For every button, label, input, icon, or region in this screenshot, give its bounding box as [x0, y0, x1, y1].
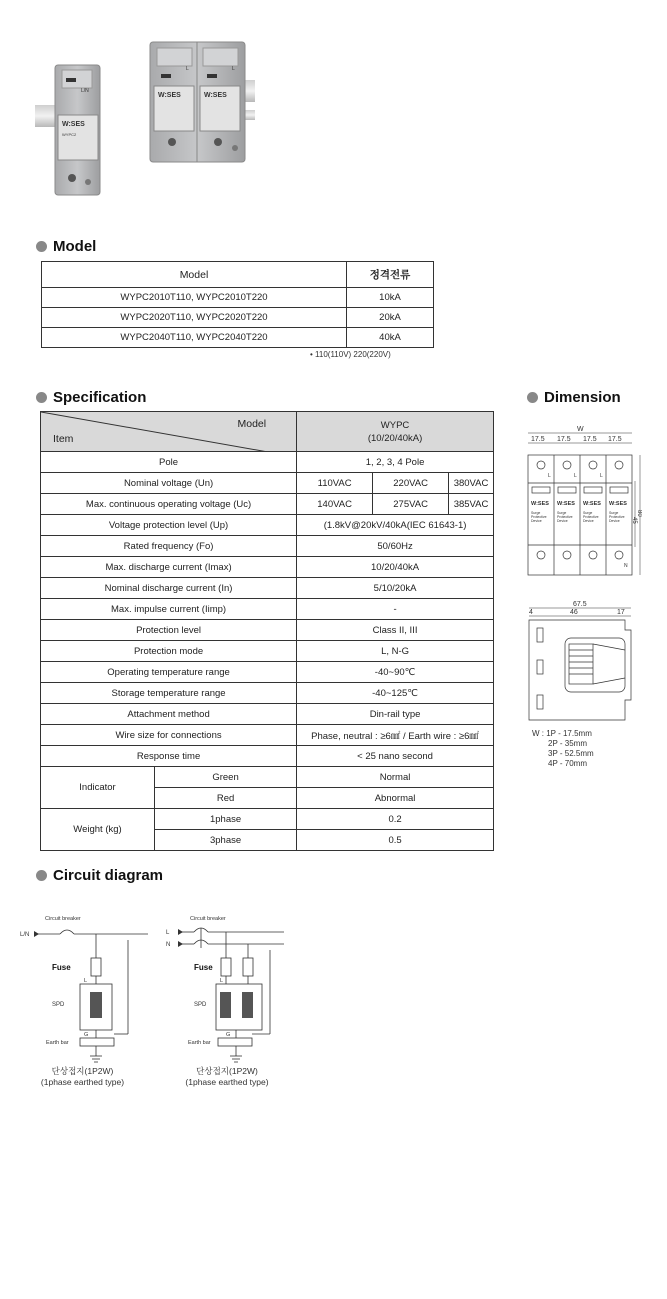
circuit-breaker-label: Circuit breaker: [190, 916, 226, 922]
dim-side-left: 4: [529, 609, 533, 616]
weight-label: Weight (kg): [41, 809, 155, 851]
circuit-spd-l: L: [220, 978, 224, 984]
table-row: [41, 809, 494, 830]
dim-w-label: W: [577, 426, 584, 433]
dim-module-text: Protective: [531, 515, 547, 519]
circuit-diagram-2: [160, 910, 290, 1085]
spec-value: (1.8kV@20kV/40kA(IEC 61643-1): [297, 515, 494, 536]
photo-brand-right: W:SES: [204, 92, 227, 99]
spec-header-value-1: WYPC: [380, 419, 410, 431]
spec-table: [40, 411, 494, 851]
spec-value: 385VAC: [449, 494, 494, 515]
table-row: [41, 725, 494, 746]
table-row: [42, 308, 434, 328]
spec-value: Phase, neutral : ≥6㎟ / Earth wire : ≥6㎟: [297, 725, 494, 746]
dim-pitch: 17.5: [608, 436, 622, 443]
dim-n-label: N: [624, 563, 628, 569]
dim-side-mid: 46: [570, 609, 578, 616]
table-row: [41, 767, 494, 788]
circuit-caption-2-line2: (1phase earthed type): [185, 1077, 269, 1087]
spec-value: -40~125℃: [297, 683, 494, 704]
dim-module-text: Surge: [557, 511, 567, 515]
spec-label: Rated frequency (Fo): [41, 536, 297, 557]
circuit-ln-label: L/N: [20, 932, 30, 938]
bullet-icon: [36, 392, 47, 403]
indicator-state: Abnormal: [297, 788, 494, 809]
dim-module-text: Protective: [583, 515, 599, 519]
spec-label: Max. impulse current (Iimp): [41, 599, 297, 620]
table-row: [41, 515, 494, 536]
model-section-title: [36, 238, 96, 255]
model-table: [41, 261, 434, 348]
spec-header-model: Model: [237, 418, 267, 430]
spec-header-value-2: (10/20/40kA): [367, 432, 423, 444]
circuit-title-text: Circuit diagram: [53, 867, 164, 884]
bullet-icon: [527, 392, 538, 403]
circuit-caption-2: [172, 1066, 282, 1088]
dim-module-text: Device: [583, 519, 594, 523]
bullet-icon: [36, 870, 47, 881]
spec-value: 380VAC: [449, 473, 494, 494]
photo-label-l2: L: [232, 66, 235, 72]
dim-terminal-label: L: [574, 473, 577, 479]
dim-terminal-label: L: [600, 473, 603, 479]
spec-header-left: [41, 412, 297, 452]
photo-brand-single: W:SES: [62, 121, 85, 128]
spec-value: L, N-G: [297, 641, 494, 662]
spec-label: Protection level: [41, 620, 297, 641]
circuit-caption-1-line2: (1phase earthed type): [40, 1077, 125, 1087]
spec-label: Max. continuous operating voltage (Uc): [41, 494, 297, 515]
circuit-caption-1: [30, 1066, 135, 1088]
model-title-text: Model: [53, 238, 97, 255]
circuit-earth-label: Earth bar: [46, 1040, 69, 1046]
indicator-color: Green: [155, 767, 297, 788]
circuit-spd-l: L: [84, 978, 88, 984]
dim-module-text: Surge: [583, 511, 593, 515]
dim-height-outer: 80: [636, 510, 642, 517]
spec-header-right: [297, 412, 494, 452]
weight-phase: 1phase: [155, 809, 297, 830]
dim-pitch: 17.5: [583, 436, 597, 443]
spec-label: Storage temperature range: [41, 683, 297, 704]
bullet-icon: [36, 241, 47, 252]
dim-module-text: Surge: [609, 511, 619, 515]
spec-label: Attachment method: [41, 704, 297, 725]
spec-value: 50/60Hz: [297, 536, 494, 557]
table-row: [41, 536, 494, 557]
weight-value: 0.5: [297, 830, 494, 851]
dim-module-text: Device: [531, 519, 542, 523]
spec-label: Voltage protection level (Up): [41, 515, 297, 536]
dim-brand: W:SES: [583, 501, 601, 507]
table-row: [41, 557, 494, 578]
table-row: [41, 578, 494, 599]
circuit-spd-g: G: [84, 1032, 89, 1038]
photo-label-l1: L: [186, 66, 189, 72]
spec-label: Response time: [41, 746, 297, 767]
spec-value: Class II, III: [297, 620, 494, 641]
spec-value: -: [297, 599, 494, 620]
spec-value: 1, 2, 3, 4 Pole: [297, 452, 494, 473]
spec-label: Protection mode: [41, 641, 297, 662]
circuit-n-label: N: [166, 942, 171, 948]
spec-value: 220VAC: [373, 473, 449, 494]
spec-value: 110VAC: [297, 473, 373, 494]
circuit-caption-2-line1: 단상접지(1P2W): [196, 1066, 258, 1076]
product-photo: [30, 30, 260, 205]
table-row: [41, 683, 494, 704]
model-header-model: Model: [42, 262, 347, 288]
spec-label: Operating temperature range: [41, 662, 297, 683]
table-row: [41, 473, 494, 494]
weight-value: 0.2: [297, 809, 494, 830]
dim-height-inner: 45: [631, 517, 637, 524]
dimension-section-title: [527, 389, 621, 406]
spec-label: Max. discharge current (Imax): [41, 557, 297, 578]
spec-section-title: [36, 389, 146, 406]
spec-value: Din-rail type: [297, 704, 494, 725]
dim-brand: W:SES: [531, 501, 549, 507]
table-row: [41, 662, 494, 683]
rated-cell: 40kA: [347, 328, 434, 348]
dim-module-text: Surge: [531, 511, 541, 515]
rated-cell: 20kA: [347, 308, 434, 328]
table-row: [41, 641, 494, 662]
indicator-state: Normal: [297, 767, 494, 788]
model-cell: WYPC2010T110, WYPC2010T220: [42, 288, 347, 308]
circuit-spd-label: SPD: [52, 1002, 65, 1008]
circuit-earth-label: Earth bar: [188, 1040, 211, 1046]
photo-model-single: WYPC2: [62, 132, 77, 137]
table-row: [41, 746, 494, 767]
table-row: [41, 704, 494, 725]
table-row: [42, 288, 434, 308]
model-note: • 110(110V) 220(220V): [310, 350, 391, 359]
dim-note: 3P - 52.5mm: [548, 749, 594, 758]
model-header-rated: 정격전류: [347, 262, 434, 288]
dim-module-text: Device: [557, 519, 568, 523]
circuit-section-title: [36, 867, 163, 884]
spec-label: Nominal voltage (Un): [41, 473, 297, 494]
circuit-diagram-1: [20, 910, 155, 1085]
spec-value: 5/10/20kA: [297, 578, 494, 599]
dimension-notes: [532, 729, 594, 769]
photo-label-ln: L/N: [81, 88, 89, 94]
spec-label: Wire size for connections: [41, 725, 297, 746]
table-row: [41, 494, 494, 515]
dim-pitch: 17.5: [531, 436, 545, 443]
rated-cell: 10kA: [347, 288, 434, 308]
table-row: [41, 620, 494, 641]
dim-note: W : 1P - 17.5mm: [532, 729, 592, 738]
circuit-fuse-label: Fuse: [194, 963, 213, 972]
dim-module-text: Protective: [609, 515, 625, 519]
table-row: [41, 452, 494, 473]
spec-value: 10/20/40kA: [297, 557, 494, 578]
dimension-side-drawing: [525, 600, 640, 725]
circuit-caption-1-line1: 단상접지(1P2W): [51, 1066, 114, 1076]
indicator-label: Indicator: [41, 767, 155, 809]
dim-module-text: Device: [609, 519, 620, 523]
dim-note: 2P - 35mm: [548, 739, 587, 748]
header-diagonal: [41, 412, 268, 452]
dim-terminal-label: L: [548, 473, 551, 479]
circuit-l-label: L: [166, 930, 170, 936]
dim-side-right: 17: [617, 609, 625, 616]
spec-value: -40~90℃: [297, 662, 494, 683]
spec-value: 140VAC: [297, 494, 373, 515]
spec-label: Nominal discharge current (In): [41, 578, 297, 599]
indicator-color: Red: [155, 788, 297, 809]
circuit-spd-label: SPD: [194, 1002, 207, 1008]
dimension-front-drawing: [522, 425, 642, 585]
circuit-fuse-label: Fuse: [52, 963, 71, 972]
circuit-spd-g: G: [226, 1032, 231, 1038]
table-row: [41, 599, 494, 620]
spec-value: < 25 nano second: [297, 746, 494, 767]
dim-brand: W:SES: [557, 501, 575, 507]
weight-phase: 3phase: [155, 830, 297, 851]
dim-pitch: 17.5: [557, 436, 571, 443]
model-cell: WYPC2020T110, WYPC2020T220: [42, 308, 347, 328]
dim-brand: W:SES: [609, 501, 627, 507]
spec-header-item: Item: [53, 433, 74, 445]
model-cell: WYPC2040T110, WYPC2040T220: [42, 328, 347, 348]
spec-label: Pole: [41, 452, 297, 473]
dimension-title-text: Dimension: [544, 389, 621, 406]
spec-title-text: Specification: [53, 389, 147, 406]
table-row: [42, 328, 434, 348]
dim-side-total: 67.5: [573, 601, 587, 608]
circuit-breaker-label: Circuit breaker: [45, 916, 81, 922]
spec-value: 275VAC: [373, 494, 449, 515]
dim-module-text: Protective: [557, 515, 573, 519]
dim-note: 4P - 70mm: [548, 759, 587, 768]
photo-brand-left: W:SES: [158, 92, 181, 99]
